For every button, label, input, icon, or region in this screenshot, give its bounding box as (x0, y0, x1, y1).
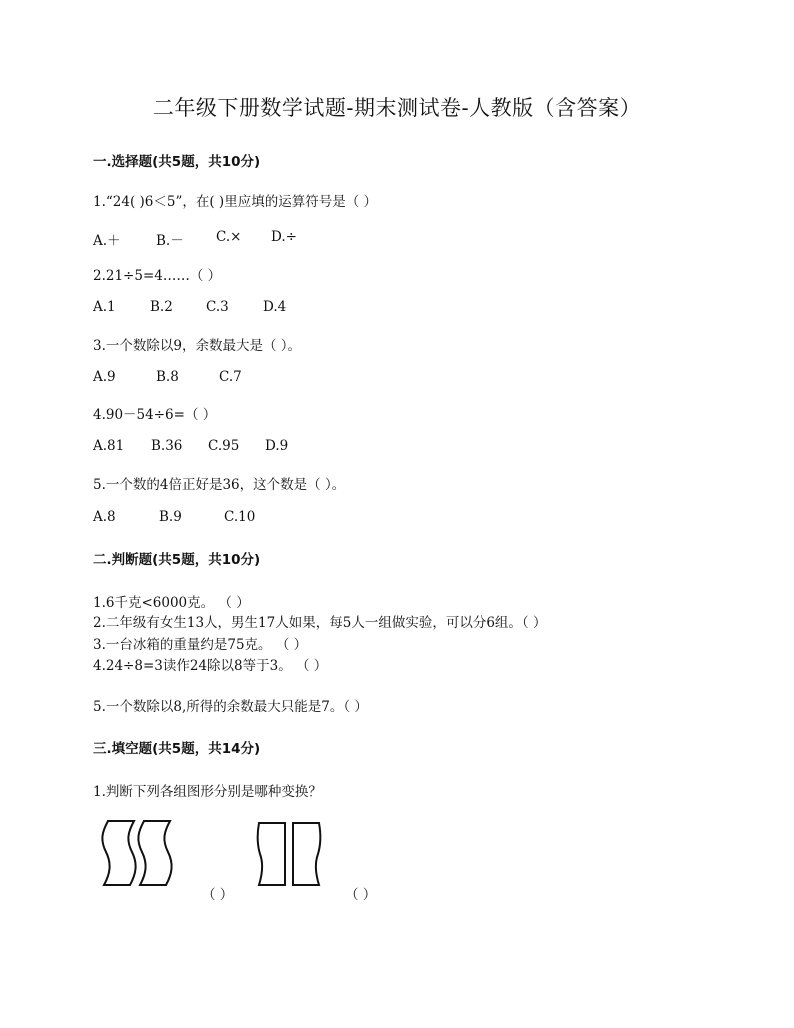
option: B.8 (156, 369, 179, 385)
option: C.95 (208, 438, 240, 454)
page-title: 二年级下册数学试题-期末测试卷-人教版（含答案） (152, 96, 642, 120)
option: D.9 (265, 438, 289, 454)
option: A.9 (93, 369, 116, 385)
question-text: 1.6千克<6000克。 （ ） (93, 595, 250, 611)
question-text: 1.判断下列各组图形分别是哪种变换？ (93, 784, 322, 800)
question-text: 4.90－54÷6=（ ） (93, 407, 217, 423)
option: B.－ (156, 233, 184, 249)
question-text: 2.21÷5=4……（ ） (93, 268, 222, 284)
question-options (93, 509, 255, 525)
question-text: 5.一个数除以8,所得的余数最大只能是7。（ ） (93, 699, 368, 715)
question-text: 3.一个数除以9，余数最大是（ ）。 (93, 338, 302, 354)
question-options (93, 438, 288, 454)
option: A.8 (93, 509, 116, 525)
question-options (93, 369, 242, 385)
question-text: 1.“24( )6＜5”，在( )里应填的运算符号是（ ） (93, 194, 377, 210)
question-text: 4.24÷8=3读作24除以8等于3。 （ ） (93, 658, 328, 674)
question-options (93, 229, 297, 249)
option: A.＋ (93, 233, 121, 249)
answer-blank: （ ） (345, 887, 377, 903)
option: C.10 (224, 509, 256, 525)
question-options (93, 299, 286, 315)
reflected-shape (293, 823, 320, 885)
section-heading-choice: 一.选择题(共5题，共10分) (93, 154, 261, 170)
shape-pair-figure-two (255, 820, 330, 888)
wavy-shape (102, 821, 135, 885)
wavy-shape (138, 821, 171, 885)
option: D.4 (263, 299, 287, 315)
question-text: 2.二年级有女生13人，男生17人如果，每5人一组做实验，可以分6组。（ ） (93, 615, 547, 631)
answer-blank: （ ） (202, 887, 234, 903)
section-heading-judgment: 二.判断题(共5题，共10分) (93, 552, 261, 568)
option: B.9 (159, 509, 182, 525)
shape-pair-figure-one (100, 818, 180, 890)
question-text: 5.一个数的4倍正好是36，这个数是（ ）。 (93, 477, 346, 493)
option: C.3 (206, 299, 229, 315)
option: B.36 (151, 438, 183, 454)
option: C.7 (219, 369, 242, 385)
reflected-shape (258, 823, 285, 885)
option: D.÷ (271, 229, 297, 245)
option: A.81 (93, 438, 125, 454)
option: C.× (216, 229, 242, 245)
option: B.2 (150, 299, 173, 315)
question-text: 3.一台冰箱的重量约是75克。 （ ） (93, 637, 308, 653)
section-heading-fill-in: 三.填空题(共5题，共14分) (93, 741, 261, 757)
option: A.1 (93, 299, 116, 315)
